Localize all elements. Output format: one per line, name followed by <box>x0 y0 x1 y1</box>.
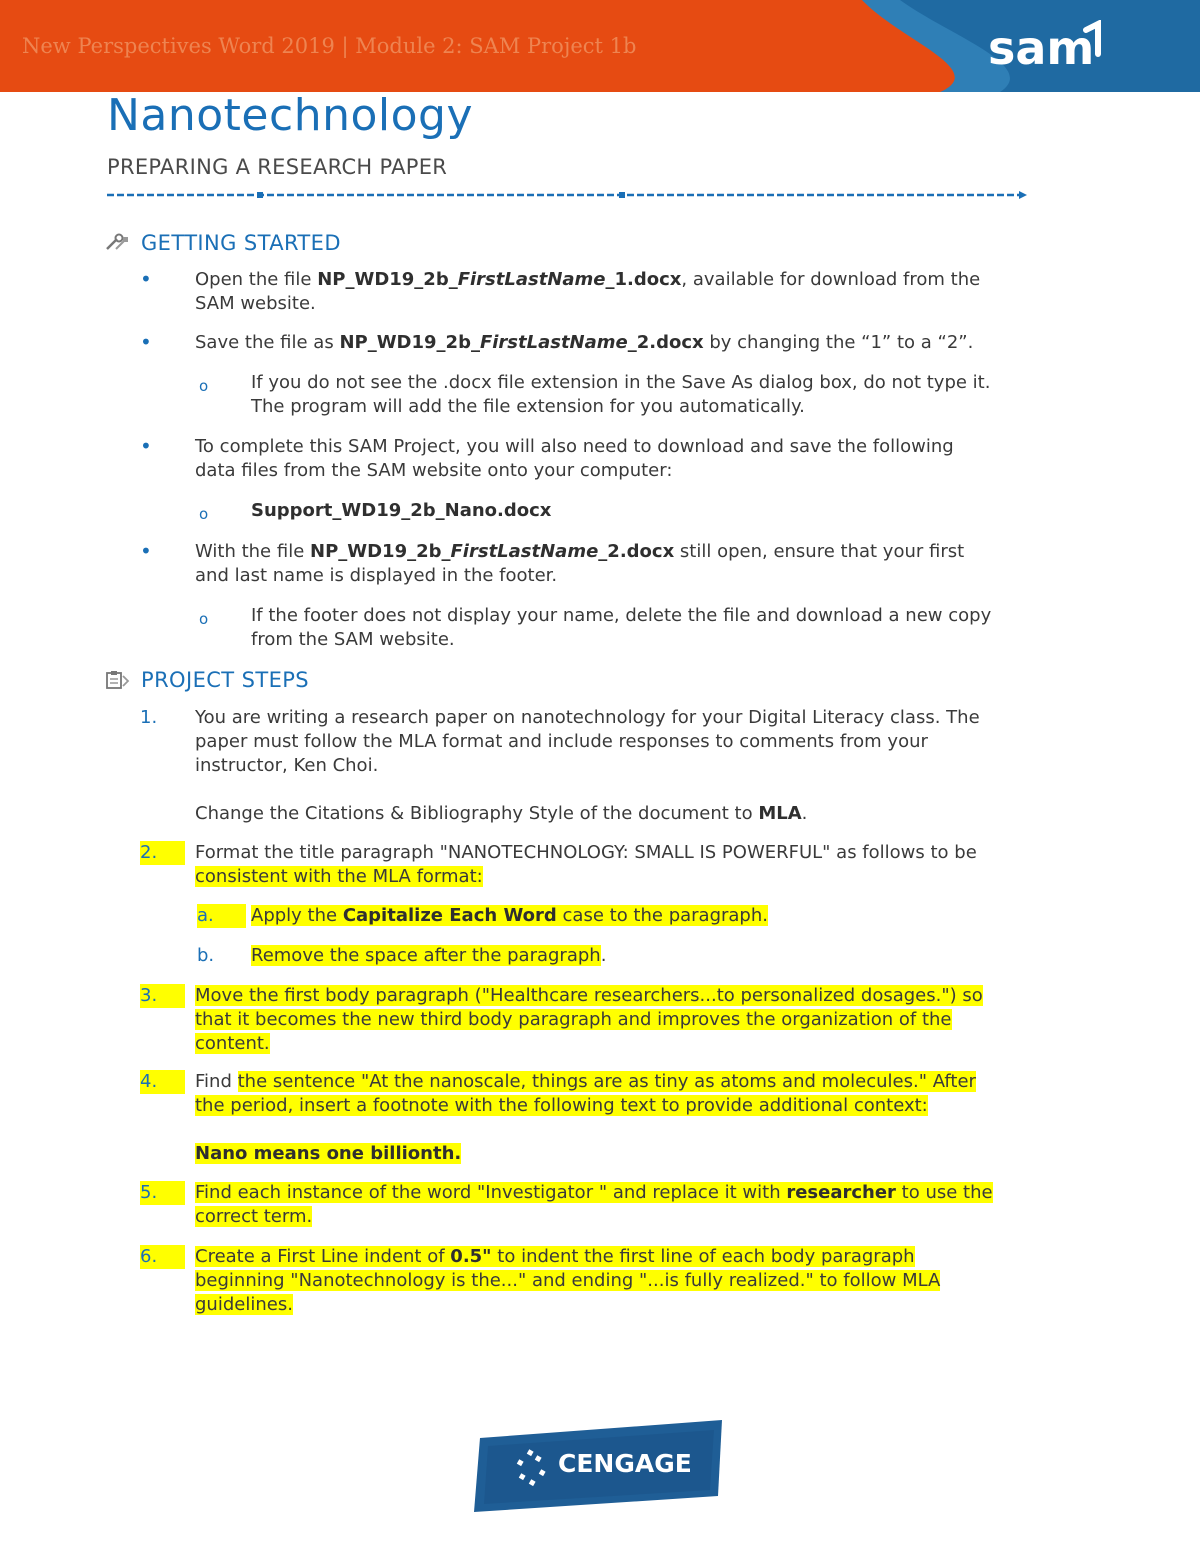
clipboard-icon <box>104 670 130 690</box>
cengage-logo <box>470 1416 730 1516</box>
step-number: 6. <box>140 1245 185 1269</box>
support-filename: Support_WD19_2b_Nano.docx <box>251 500 552 521</box>
step-number: 4. <box>140 1070 185 1094</box>
filename: NP_WD19_2b_FirstLastName_2.docx <box>310 541 675 562</box>
project-steps-heading <box>104 665 309 695</box>
bullet-marker: • <box>140 267 152 291</box>
bullet-marker: • <box>140 434 152 458</box>
substep-label: b. <box>197 945 215 966</box>
sam-logo-text: sam <box>988 21 1095 72</box>
footnote-text: Nano means one billionth. <box>195 1143 462 1164</box>
step-number: 2. <box>140 841 185 865</box>
header-title: New Perspectives Word 2019 | Module 2: SAM Project 1b <box>22 34 637 58</box>
sam-logo <box>988 20 1108 72</box>
header-band <box>0 0 1200 92</box>
dashed-divider <box>107 189 1029 201</box>
document-title: Nanotechnology <box>107 90 474 141</box>
sub-bullet-marker: o <box>199 610 209 628</box>
bullet-marker: • <box>140 330 152 354</box>
tools-icon <box>104 233 130 253</box>
step-number: 3. <box>140 984 185 1008</box>
document-subtitle: PREPARING A RESEARCH PAPER <box>107 155 448 179</box>
filename: NP_WD19_2b_FirstLastName_2.docx <box>339 332 704 353</box>
sub-bullet-marker: o <box>199 377 209 395</box>
getting-started-label: GETTING STARTED <box>141 231 341 255</box>
sub-bullet-marker: o <box>199 505 209 523</box>
getting-started-heading <box>104 228 341 258</box>
substep-label: a. <box>197 904 246 928</box>
bullet-marker: • <box>140 539 152 563</box>
project-steps-label: PROJECT STEPS <box>141 668 310 692</box>
step-number: 5. <box>140 1181 185 1205</box>
cengage-logo-text: CENGAGE <box>558 1449 692 1478</box>
step-number: 1. <box>140 707 158 728</box>
filename: NP_WD19_2b_FirstLastName_1.docx <box>317 269 682 290</box>
